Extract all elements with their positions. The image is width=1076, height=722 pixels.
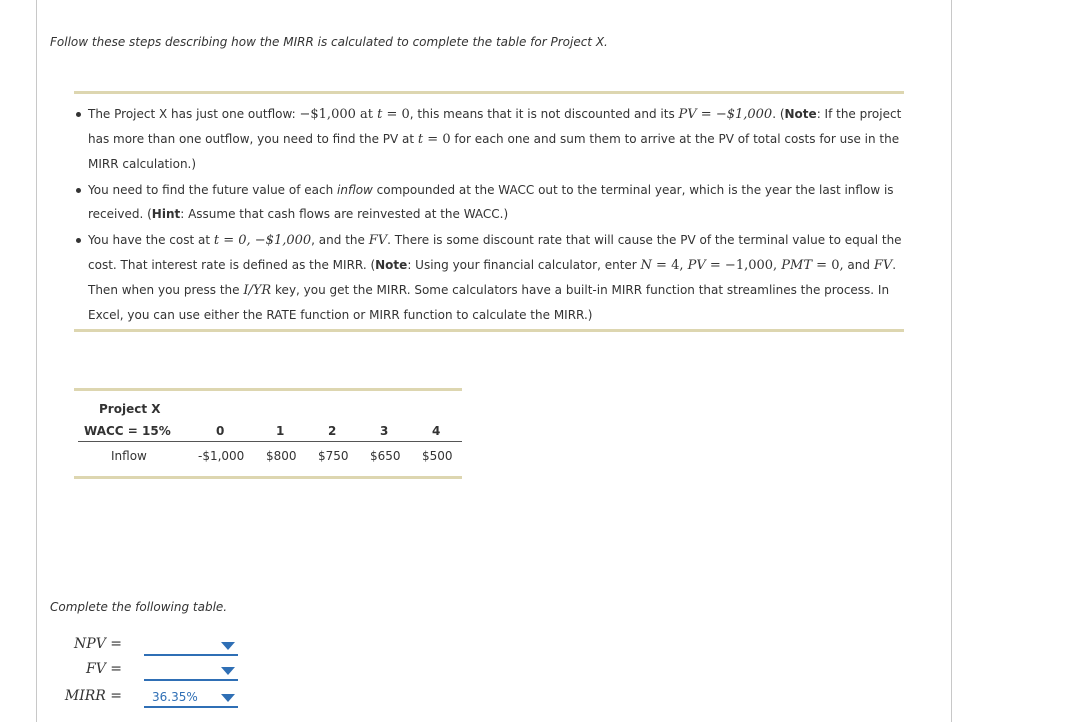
period-3: 3 xyxy=(380,424,389,438)
mirr-row xyxy=(50,688,250,710)
period-1: 1 xyxy=(276,424,285,438)
wacc-label: WACC = 15% xyxy=(84,424,171,438)
step-item-2: You need to find the future value of each inflow compounded at the WACC out to the terminal year, which is the year the last inflow is received. (Hint: Assume that cash flows are reinvested at the WACC.) xyxy=(74,178,904,226)
step-item-3: You have the cost at t = 0, −$1,000, and the FV. There is some discount rate that will cause the PV of the terminal value to equal the cost. That interest rate is defined as the MIRR. (Note: Using your financial calculator, enter N = 4, PV = −1,000, PMT = 0, and FV. Then when you press the I/YR key, you get the MIRR. Some calculators have a built-in MIRR function that streamlines the process. In Excel, you can use either the RATE function or MIRR function to calculate the MIRR.) xyxy=(74,228,904,327)
table-bottom-rule xyxy=(74,476,462,479)
steps-bottom-rule xyxy=(74,329,904,332)
inflow-value-0: -$1,000 xyxy=(198,449,245,463)
npv-row xyxy=(50,636,250,658)
npv-dropdown[interactable] xyxy=(144,636,238,656)
mirr-label: MIRR = xyxy=(64,688,122,704)
period-4: 4 xyxy=(432,424,441,438)
inflow-value-1: $800 xyxy=(266,449,297,463)
table-top-rule xyxy=(74,388,462,391)
complete-label: Complete the following table. xyxy=(50,600,228,614)
steps-top-rule xyxy=(74,91,904,94)
fv-label: FV = xyxy=(85,661,122,677)
project-title: Project X xyxy=(99,402,161,416)
fv-row xyxy=(50,661,250,683)
fv-dropdown[interactable] xyxy=(144,661,238,681)
mirr-value: 36.35% xyxy=(152,690,198,704)
chevron-down-icon xyxy=(221,642,235,650)
npv-label: NPV = xyxy=(74,636,122,652)
steps-list xyxy=(74,102,904,329)
inflow-value-2: $750 xyxy=(318,449,349,463)
inflow-value-3: $650 xyxy=(370,449,401,463)
intro-text: Follow these steps describing how the MIRR is calculated to complete the table for Project X. xyxy=(50,35,608,49)
period-2: 2 xyxy=(328,424,337,438)
period-0: 0 xyxy=(216,424,225,438)
mirr-dropdown[interactable] xyxy=(144,688,238,708)
inflow-value-4: $500 xyxy=(422,449,453,463)
chevron-down-icon xyxy=(221,667,235,675)
inflow-label: Inflow xyxy=(111,449,147,463)
project-table xyxy=(74,388,462,480)
table-header-line xyxy=(78,441,462,442)
chevron-down-icon xyxy=(221,694,235,702)
step-item-1: The Project X has just one outflow: −$1,000 at t = 0, this means that it is not discounted and its PV = −$1,000. (Note: If the project has more than one outflow, you need to find the PV at t = 0 for each one and sum them to arrive at the PV of total costs for use in the MIRR calculation.) xyxy=(74,102,904,176)
